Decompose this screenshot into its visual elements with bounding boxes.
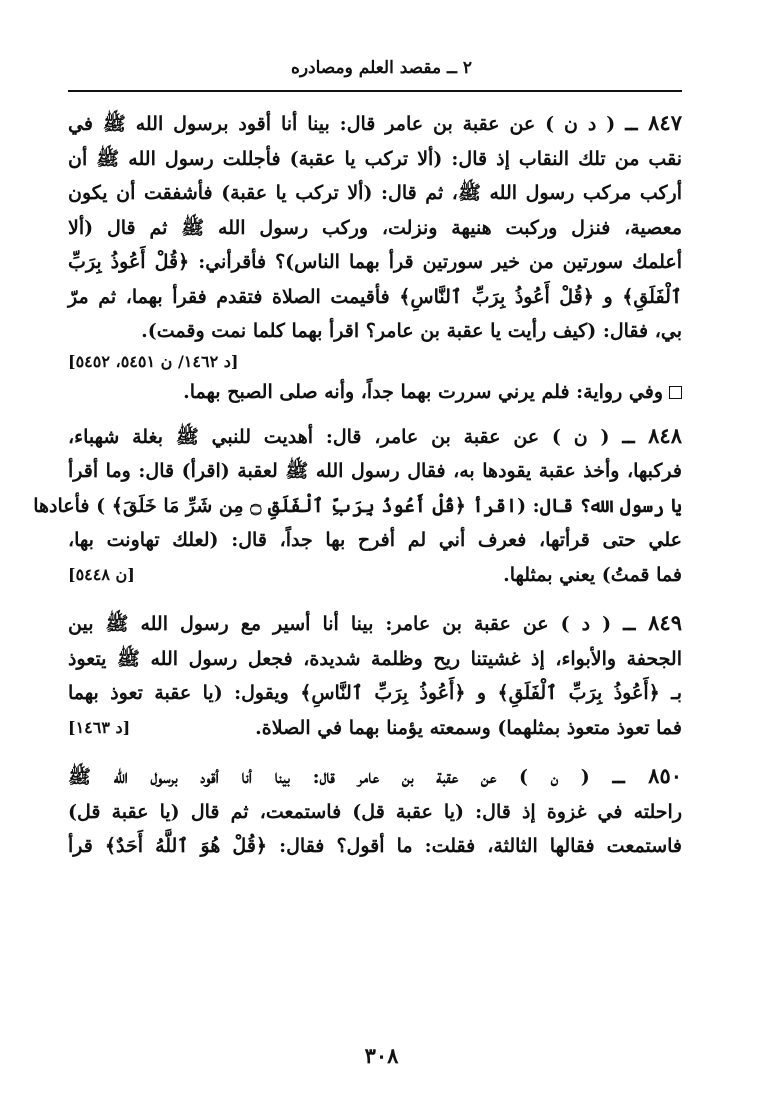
hadith-line: أركب مركب رسول الله ﷺ، ثم قال: (ألا تركب يا عقبة) فأشفقت أن يكون — [68, 182, 682, 204]
hadith-line: ٨٤٧ ــ ( د ن ) عن عقبة بن عامر قال: بينا أنا أقود برسول الله ﷺ في — [68, 110, 682, 135]
hadith-line: فركبها، وأخذ عقبة يقودها به، فقال رسول الله ﷺ لعقبة (اقرأ) قال: وما أقرأ — [68, 460, 682, 482]
square-bullet-icon — [669, 386, 682, 399]
hadith-line: أعلمك سورتين من خير سورتين قرأ بهما الناس)؟ فأقرأني: ﴿قُلْ أَعُوذُ بِرَبِّ — [68, 251, 682, 273]
hadith-line: بـ ﴿أَعُوذُ بِرَبِّ ٱلْفَلَقِ﴾ و ﴿أَعُوذُ بِرَبِّ ٱلنَّاسِ﴾ ويقول: (يا عقبة تعوذ بهما — [68, 682, 682, 704]
hadith-847 — [68, 106, 682, 409]
hadith-line: بي، فقال: (كيف رأيت يا عقبة بن عامر؟ اقرأ بهما كلما نمت وقمت). — [141, 320, 682, 342]
riwaya-note: وفي رواية: فلم يرني سررت بهما جداً، وأنه صلى الصبح بهما. — [68, 375, 682, 409]
hadith-848 — [33, 419, 682, 593]
hadith-850 — [68, 759, 682, 864]
hadith-number: ٨٤٧ ــ — [625, 110, 682, 135]
hadith-line: فاستمعت فقالها الثالثة، فقلت: ما أقول؟ فقال: ﴿قُلْ هُوَ ٱللَّهُ أَحَدٌ﴾ قرأ — [68, 835, 682, 857]
hadith-number: ٨٥٠ ــ — [612, 763, 683, 788]
hadith-line: نقب من تلك النقاب إذ قال: (ألا تركب يا عقبة) فأجللت رسول الله ﷺ أن — [68, 147, 682, 170]
hadith-reference: [د ١٤٦٣] — [68, 717, 131, 737]
hadith-line: علي حتى قرأتها، فعرف أني لم أفرح بها جداً، قال: (لعلك تهاونت بها، — [68, 529, 682, 551]
hadith-line: ٱلْفَلَقِ﴾ و ﴿قُلْ أَعُوذُ بِرَبِّ ٱلنَّاسِ﴾ فأقيمت الصلاة فتقدم فقرأ بهما، ثم مرّ — [68, 285, 682, 308]
hadith-reference: [ن ٥٤٤٨] — [68, 564, 135, 584]
page-number: ٣٠٨ — [364, 1043, 399, 1068]
hadith-line: يا رسول الله؟ قال: (اقرأ ﴿قُلْ أَعُوذُ بِرَبِّ ٱلْفَلَقِ ۝ مِن شَرِّ مَا خَلَقَ﴾ ) فأعادها — [33, 494, 682, 517]
hadith-number: ٨٤٨ ــ — [622, 422, 682, 448]
hadith-line: ٨٤٩ ــ ( د ) عن عقبة بن عامر: بينا أنا أسير مع رسول الله ﷺ بين — [68, 610, 682, 635]
hadith-line: معصية، فنزل وركبت هنيهة ونزلت، وركب رسول الله ﷺ ثم قال (ألا — [68, 216, 682, 239]
hadith-number: ٨٤٩ ــ — [623, 610, 682, 635]
hadith-line: ٨٥٠ ــ ( ن ) عن عقبة بن عامر قال: بينا أنا أقود برسول الله ﷺ — [68, 763, 683, 788]
hadith-line: ٨٤٨ ــ ( ن ) عن عقبة بن عامر، قال: أهديت للنبي ﷺ بغلة شهباء، — [68, 422, 682, 448]
page-body — [33, 106, 683, 878]
hadith-line: الجحفة والأبواء، إذ غشيتنا ريح وظلمة شديدة، فجعل رسول الله ﷺ يتعوذ — [68, 647, 682, 670]
header-rule — [68, 90, 682, 92]
hadith-line: فما قمتُ) يعني بمثلها. [ن ٥٤٤٨] — [68, 558, 682, 593]
hadith-line: فما تعوذ متعوذ بمثلهما) وسمعته يؤمنا بهما في الصلاة. [د ١٤٦٣] — [68, 711, 682, 746]
running-head: ٢ ــ مقصد العلم ومصادره — [290, 58, 473, 78]
hadith-849 — [68, 606, 682, 745]
hadith-reference: [د ١٤٦٢/ ن ٥٤٥١، ٥٤٥٢] — [68, 351, 239, 371]
hadith-line: راحلته في غزوة إذ قال: (يا عقبة قل) فاستمعت، ثم قال (يا عقبة قل) — [68, 800, 682, 823]
